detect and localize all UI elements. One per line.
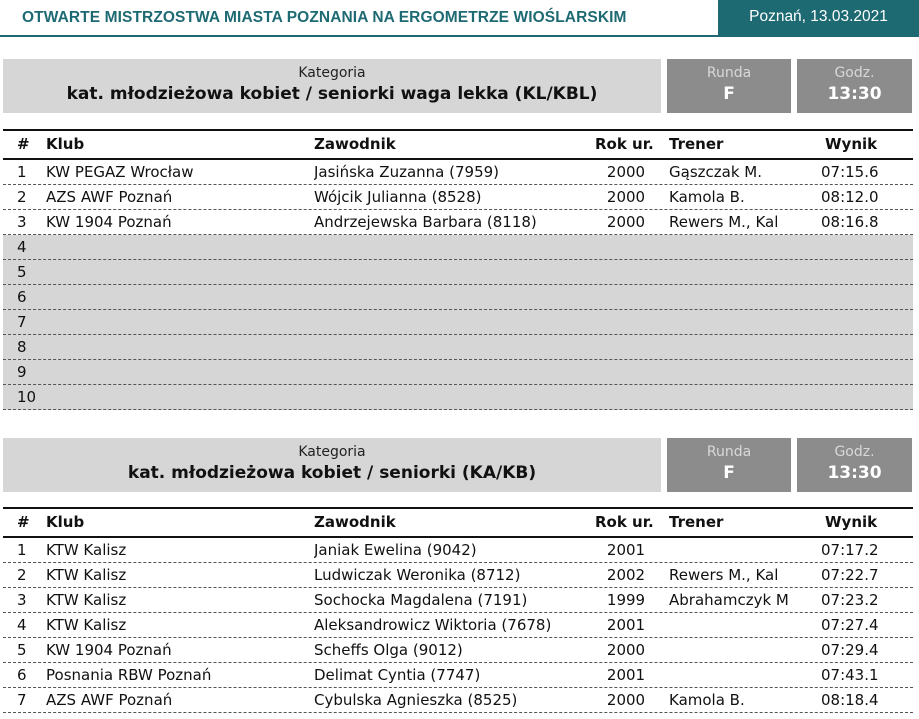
row-year: 2001 — [606, 541, 646, 559]
table-row — [3, 235, 913, 260]
row-athlete: Andrzejewska Barbara (8118) — [314, 213, 537, 231]
table-row — [3, 688, 913, 713]
row-athlete: Wójcik Julianna (8528) — [314, 188, 482, 206]
row-club: KW 1904 Poznań — [46, 641, 172, 659]
round-badge — [667, 59, 791, 113]
row-num: 9 — [17, 363, 27, 381]
category-box — [3, 438, 661, 492]
col-coach-header: Trener — [669, 513, 724, 531]
row-club: AZS AWF Poznań — [46, 691, 173, 709]
table-row — [3, 638, 913, 663]
row-year: 2001 — [606, 616, 646, 634]
page-header — [0, 0, 919, 37]
table-body — [3, 160, 913, 410]
row-num: 10 — [17, 388, 37, 406]
table-body — [3, 538, 913, 713]
row-athlete: Ludwiczak Weronika (8712) — [314, 566, 521, 584]
row-result: 07:15.6 — [821, 163, 879, 181]
row-coach: Rewers M., Kal — [669, 566, 779, 584]
row-num: 4 — [17, 238, 27, 256]
row-year: 2000 — [606, 188, 646, 206]
row-club: KTW Kalisz — [46, 566, 127, 584]
col-year-header: Rok ur. — [595, 135, 654, 153]
category-header — [0, 59, 919, 117]
row-num: 2 — [17, 566, 27, 584]
event-date: Poznań, 13.03.2021 — [718, 0, 919, 35]
row-num: 1 — [17, 163, 27, 181]
event-title: OTWARTE MISTRZOSTWA MIASTA POZNANIA NA ERGOMETRZE WIOŚLARSKIM — [22, 9, 627, 26]
row-result: 08:18.4 — [821, 691, 879, 709]
row-num: 3 — [17, 213, 27, 231]
row-result: 07:29.4 — [821, 641, 879, 659]
table-row — [3, 310, 913, 335]
category-name: kat. młodzieżowa kobiet / seniorki (KA/KB) — [127, 463, 537, 483]
col-athlete-header: Zawodnik — [314, 135, 396, 153]
row-athlete: Delimat Cyntia (7747) — [314, 666, 481, 684]
row-club: KTW Kalisz — [46, 616, 127, 634]
round-label: Runda — [706, 65, 752, 81]
results-table — [3, 507, 913, 713]
table-row — [3, 663, 913, 688]
row-year: 1999 — [606, 591, 646, 609]
table-row — [3, 563, 913, 588]
row-num: 5 — [17, 263, 27, 281]
table-row — [3, 613, 913, 638]
table-row — [3, 285, 913, 310]
row-athlete: Sochocka Magdalena (7191) — [314, 591, 528, 609]
table-row — [3, 538, 913, 563]
row-coach: Gąszczak M. — [669, 163, 762, 181]
table-header — [3, 507, 913, 538]
row-coach: Rewers M., Kal — [669, 213, 779, 231]
row-year: 2000 — [606, 213, 646, 231]
time-label: Godz. — [834, 65, 875, 81]
table-row — [3, 260, 913, 285]
time-value: 13:30 — [827, 463, 882, 483]
table-row — [3, 185, 913, 210]
col-num-header: # — [17, 513, 30, 531]
round-label: Runda — [706, 444, 752, 460]
row-year: 2000 — [606, 691, 646, 709]
col-result-header: Wynik — [825, 513, 878, 531]
row-athlete: Cybulska Agnieszka (8525) — [314, 691, 518, 709]
row-num: 6 — [17, 666, 27, 684]
time-value: 13:30 — [827, 84, 882, 104]
time-label: Godz. — [834, 444, 875, 460]
table-row — [3, 160, 913, 185]
row-club: Posnania RBW Poznań — [46, 666, 212, 684]
row-year: 2001 — [606, 666, 646, 684]
col-num-header: # — [17, 135, 30, 153]
round-value: F — [723, 463, 735, 483]
results-table — [3, 129, 913, 410]
row-coach: Abrahamczyk M — [669, 591, 789, 609]
row-result: 08:12.0 — [821, 188, 879, 206]
row-num: 7 — [17, 313, 27, 331]
row-result: 07:27.4 — [821, 616, 879, 634]
row-num: 2 — [17, 188, 27, 206]
header-divider — [0, 35, 919, 37]
row-result: 07:23.2 — [821, 591, 879, 609]
row-num: 5 — [17, 641, 27, 659]
table-row — [3, 385, 913, 410]
row-year: 2002 — [606, 566, 646, 584]
row-num: 1 — [17, 541, 27, 559]
row-result: 08:16.8 — [821, 213, 879, 231]
row-club: KW 1904 Poznań — [46, 213, 172, 231]
row-club: AZS AWF Poznań — [46, 188, 173, 206]
col-club-header: Klub — [46, 513, 85, 531]
table-row — [3, 210, 913, 235]
col-coach-header: Trener — [669, 135, 724, 153]
time-badge — [797, 59, 912, 113]
col-athlete-header: Zawodnik — [314, 513, 396, 531]
col-result-header: Wynik — [825, 135, 878, 153]
row-club: KTW Kalisz — [46, 541, 127, 559]
category-box — [3, 59, 661, 113]
row-num: 6 — [17, 288, 27, 306]
row-year: 2000 — [606, 163, 646, 181]
row-athlete: Aleksandrowicz Wiktoria (7678) — [314, 616, 552, 634]
col-club-header: Klub — [46, 135, 85, 153]
row-year: 2000 — [606, 641, 646, 659]
col-year-header: Rok ur. — [595, 513, 654, 531]
time-badge — [797, 438, 912, 492]
row-athlete: Scheffs Olga (9012) — [314, 641, 463, 659]
category-label: Kategoria — [298, 65, 366, 81]
category-header — [0, 438, 919, 496]
round-badge — [667, 438, 791, 492]
row-num: 3 — [17, 591, 27, 609]
category-label: Kategoria — [298, 444, 366, 460]
table-header — [3, 129, 913, 160]
row-athlete: Janiak Ewelina (9042) — [314, 541, 477, 559]
row-num: 4 — [17, 616, 27, 634]
round-value: F — [723, 84, 735, 104]
row-club: KTW Kalisz — [46, 591, 127, 609]
table-row — [3, 335, 913, 360]
row-club: KW PEGAZ Wrocław — [46, 163, 194, 181]
row-num: 8 — [17, 338, 27, 356]
category-name: kat. młodzieżowa kobiet / seniorki waga lekka (KL/KBL) — [66, 84, 598, 104]
row-coach: Kamola B. — [669, 691, 745, 709]
row-result: 07:17.2 — [821, 541, 879, 559]
row-coach: Kamola B. — [669, 188, 745, 206]
row-result: 07:43.1 — [821, 666, 879, 684]
table-row — [3, 360, 913, 385]
row-num: 7 — [17, 691, 27, 709]
table-row — [3, 588, 913, 613]
row-result: 07:22.7 — [821, 566, 879, 584]
row-athlete: Jasińska Zuzanna (7959) — [314, 163, 500, 181]
